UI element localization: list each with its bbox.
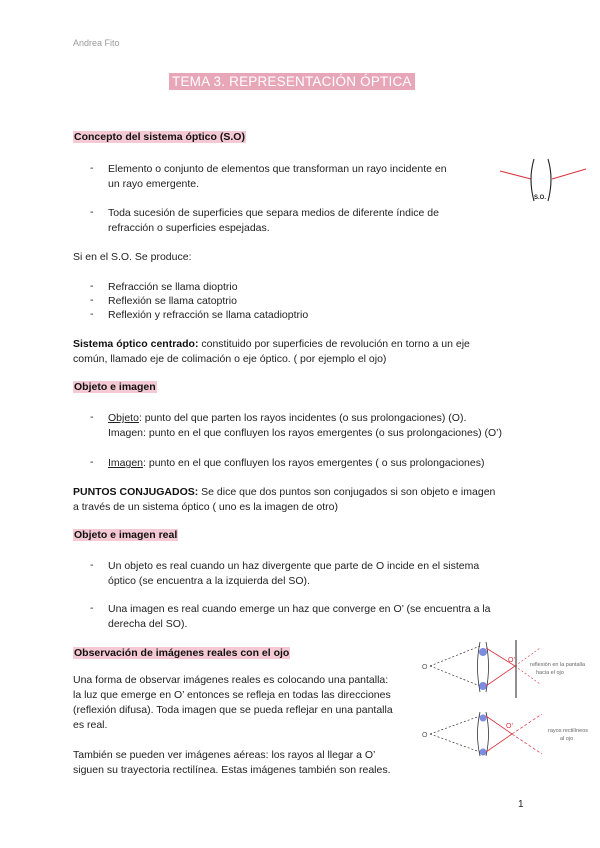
paragraph-line: es real. (73, 719, 108, 731)
figure-label: S.O. (534, 195, 547, 201)
incident-ray (430, 666, 480, 686)
list-item (108, 162, 447, 192)
emergent-ray (486, 734, 512, 752)
observacion-paragraph-1 (73, 673, 393, 733)
paragraph-line: la luz que emerge en O’ entonces se refleja en todas las direcciones (73, 689, 391, 701)
intro-paragraph: Si en el S.O. Se produce: (73, 251, 192, 263)
bullet-dash: - (90, 206, 94, 218)
page-number: 1 (518, 799, 524, 810)
centrado-text: constituido por superficies de revolución en torno a un eje (198, 338, 470, 350)
screen-image-figure (420, 636, 592, 708)
list-item-line: óptico (se encuentra a la izquierda del SO). (108, 575, 310, 587)
bullet-dash: - (90, 162, 94, 174)
incident-ray (430, 716, 480, 734)
section-heading-observacion: Observación de imágenes reales con el ojo (74, 647, 290, 659)
section-heading-objeto: Objeto e imagen (74, 381, 156, 393)
emergent-ray (552, 169, 586, 179)
author-header: Andrea Fito (73, 38, 120, 48)
list-item: Reflexión y refracción se llama catadioptrio (108, 309, 309, 321)
list-item (108, 559, 479, 589)
conjugados-label: PUNTOS CONJUGADOS: (73, 486, 199, 498)
lens-highlight (479, 648, 487, 656)
list-item-line: un rayo emergente. (108, 178, 200, 190)
lens-right-surface (548, 159, 551, 201)
list-item: Reflexión se llama catoptrio (108, 295, 237, 307)
list-item-line: Elemento o conjunto de elementos que transforman un rayo incidente en (108, 163, 447, 175)
list-item-line: Un objeto es real cuando un haz divergente que parte de O incide en el sistema (108, 560, 480, 572)
aerial-image-figure (420, 708, 592, 768)
term-imagen: Imagen (108, 457, 144, 469)
bullet-dash: - (90, 280, 94, 292)
object-point-label: O (422, 664, 428, 671)
conjugados-text: Se dice que dos puntos son conjugados si son objeto e imagen (198, 486, 496, 498)
bullet-dash: - (90, 559, 94, 571)
paragraph-line: (reflexión difusa). Toda imagen que se pueda reflejar en una pantalla (73, 704, 393, 716)
incident-ray (500, 171, 531, 179)
conjugados-paragraph (73, 485, 495, 515)
incident-ray (430, 646, 480, 666)
list-item-line: Una imagen es real cuando emerge un haz que converge en O’ (se encuentra a la (108, 603, 491, 615)
continued-ray (512, 734, 542, 754)
list-item: Refracción se llama dioptrio (108, 281, 238, 293)
figure-note: hacia el ojo (536, 670, 564, 676)
paragraph-line: También se pueden ver imágenes aéreas: los rayos al llegar a O’ (73, 749, 376, 761)
section-heading-real: Objeto e imagen real (74, 529, 178, 541)
emergent-ray (486, 666, 515, 686)
image-point-label: O’ (508, 657, 515, 664)
bullet-dash: - (90, 411, 94, 423)
image-point-label: O’ (506, 723, 513, 730)
paragraph-line: siguen su trayectoria rectilínea. Estas imágenes también son reales. (73, 764, 391, 776)
centrado-paragraph (73, 337, 470, 367)
bullet-dash: - (90, 456, 94, 468)
bullet-dash: - (90, 602, 94, 614)
figure-note: rayos rectilíneos (548, 728, 589, 734)
optical-system-figure (498, 155, 588, 207)
figure-note: reflexión en la pantalla (530, 662, 586, 668)
list-item (108, 456, 485, 471)
continued-ray (512, 714, 542, 734)
paragraph-line: Una forma de observar imágenes reales es colocando una pantalla: (73, 674, 389, 686)
list-item (108, 602, 491, 632)
bullet-dash: - (90, 294, 94, 306)
object-point-label: O (422, 732, 428, 739)
observacion-paragraph-2 (73, 748, 391, 778)
figure-note: al ojo (560, 736, 574, 742)
bullet-dash: - (90, 308, 94, 320)
centrado-label: Sistema óptico centrado: (73, 338, 199, 350)
definition-text: : punto en el que confluyen los rayos emergentes ( o sus prolongaciones) (143, 457, 485, 469)
page-title: TEMA 3. REPRESENTACIÓN ÓPTICA (169, 73, 415, 90)
definition-text: : punto del que parten los rayos incidentes (o sus prolongaciones) (O). (138, 412, 467, 424)
conjugados-text: a través de un sistema óptico ( uno es la imagen de otro) (73, 501, 338, 513)
centrado-text: común, llamado eje de colimación o eje óptico. ( por ejemplo el ojo) (73, 353, 387, 365)
lens-highlight (480, 749, 487, 756)
term-objeto: Objeto (108, 412, 139, 424)
list-item-line: refracción o superficies espejadas. (108, 222, 270, 234)
list-item-line: derecha del SO). (108, 618, 188, 630)
definition-text: Imagen: punto en el que confluyen los rayos emergentes (o sus prolongaciones) (O’) (108, 427, 502, 439)
list-item-line: Toda sucesión de superficies que separa medios de diferente índice de (108, 207, 439, 219)
section-heading-concepto: Concepto del sistema óptico (S.O) (74, 131, 245, 143)
incident-ray (430, 734, 480, 752)
lens-highlight (480, 715, 487, 722)
lens-highlight (479, 682, 487, 690)
list-item (108, 206, 439, 236)
list-item (108, 411, 502, 441)
